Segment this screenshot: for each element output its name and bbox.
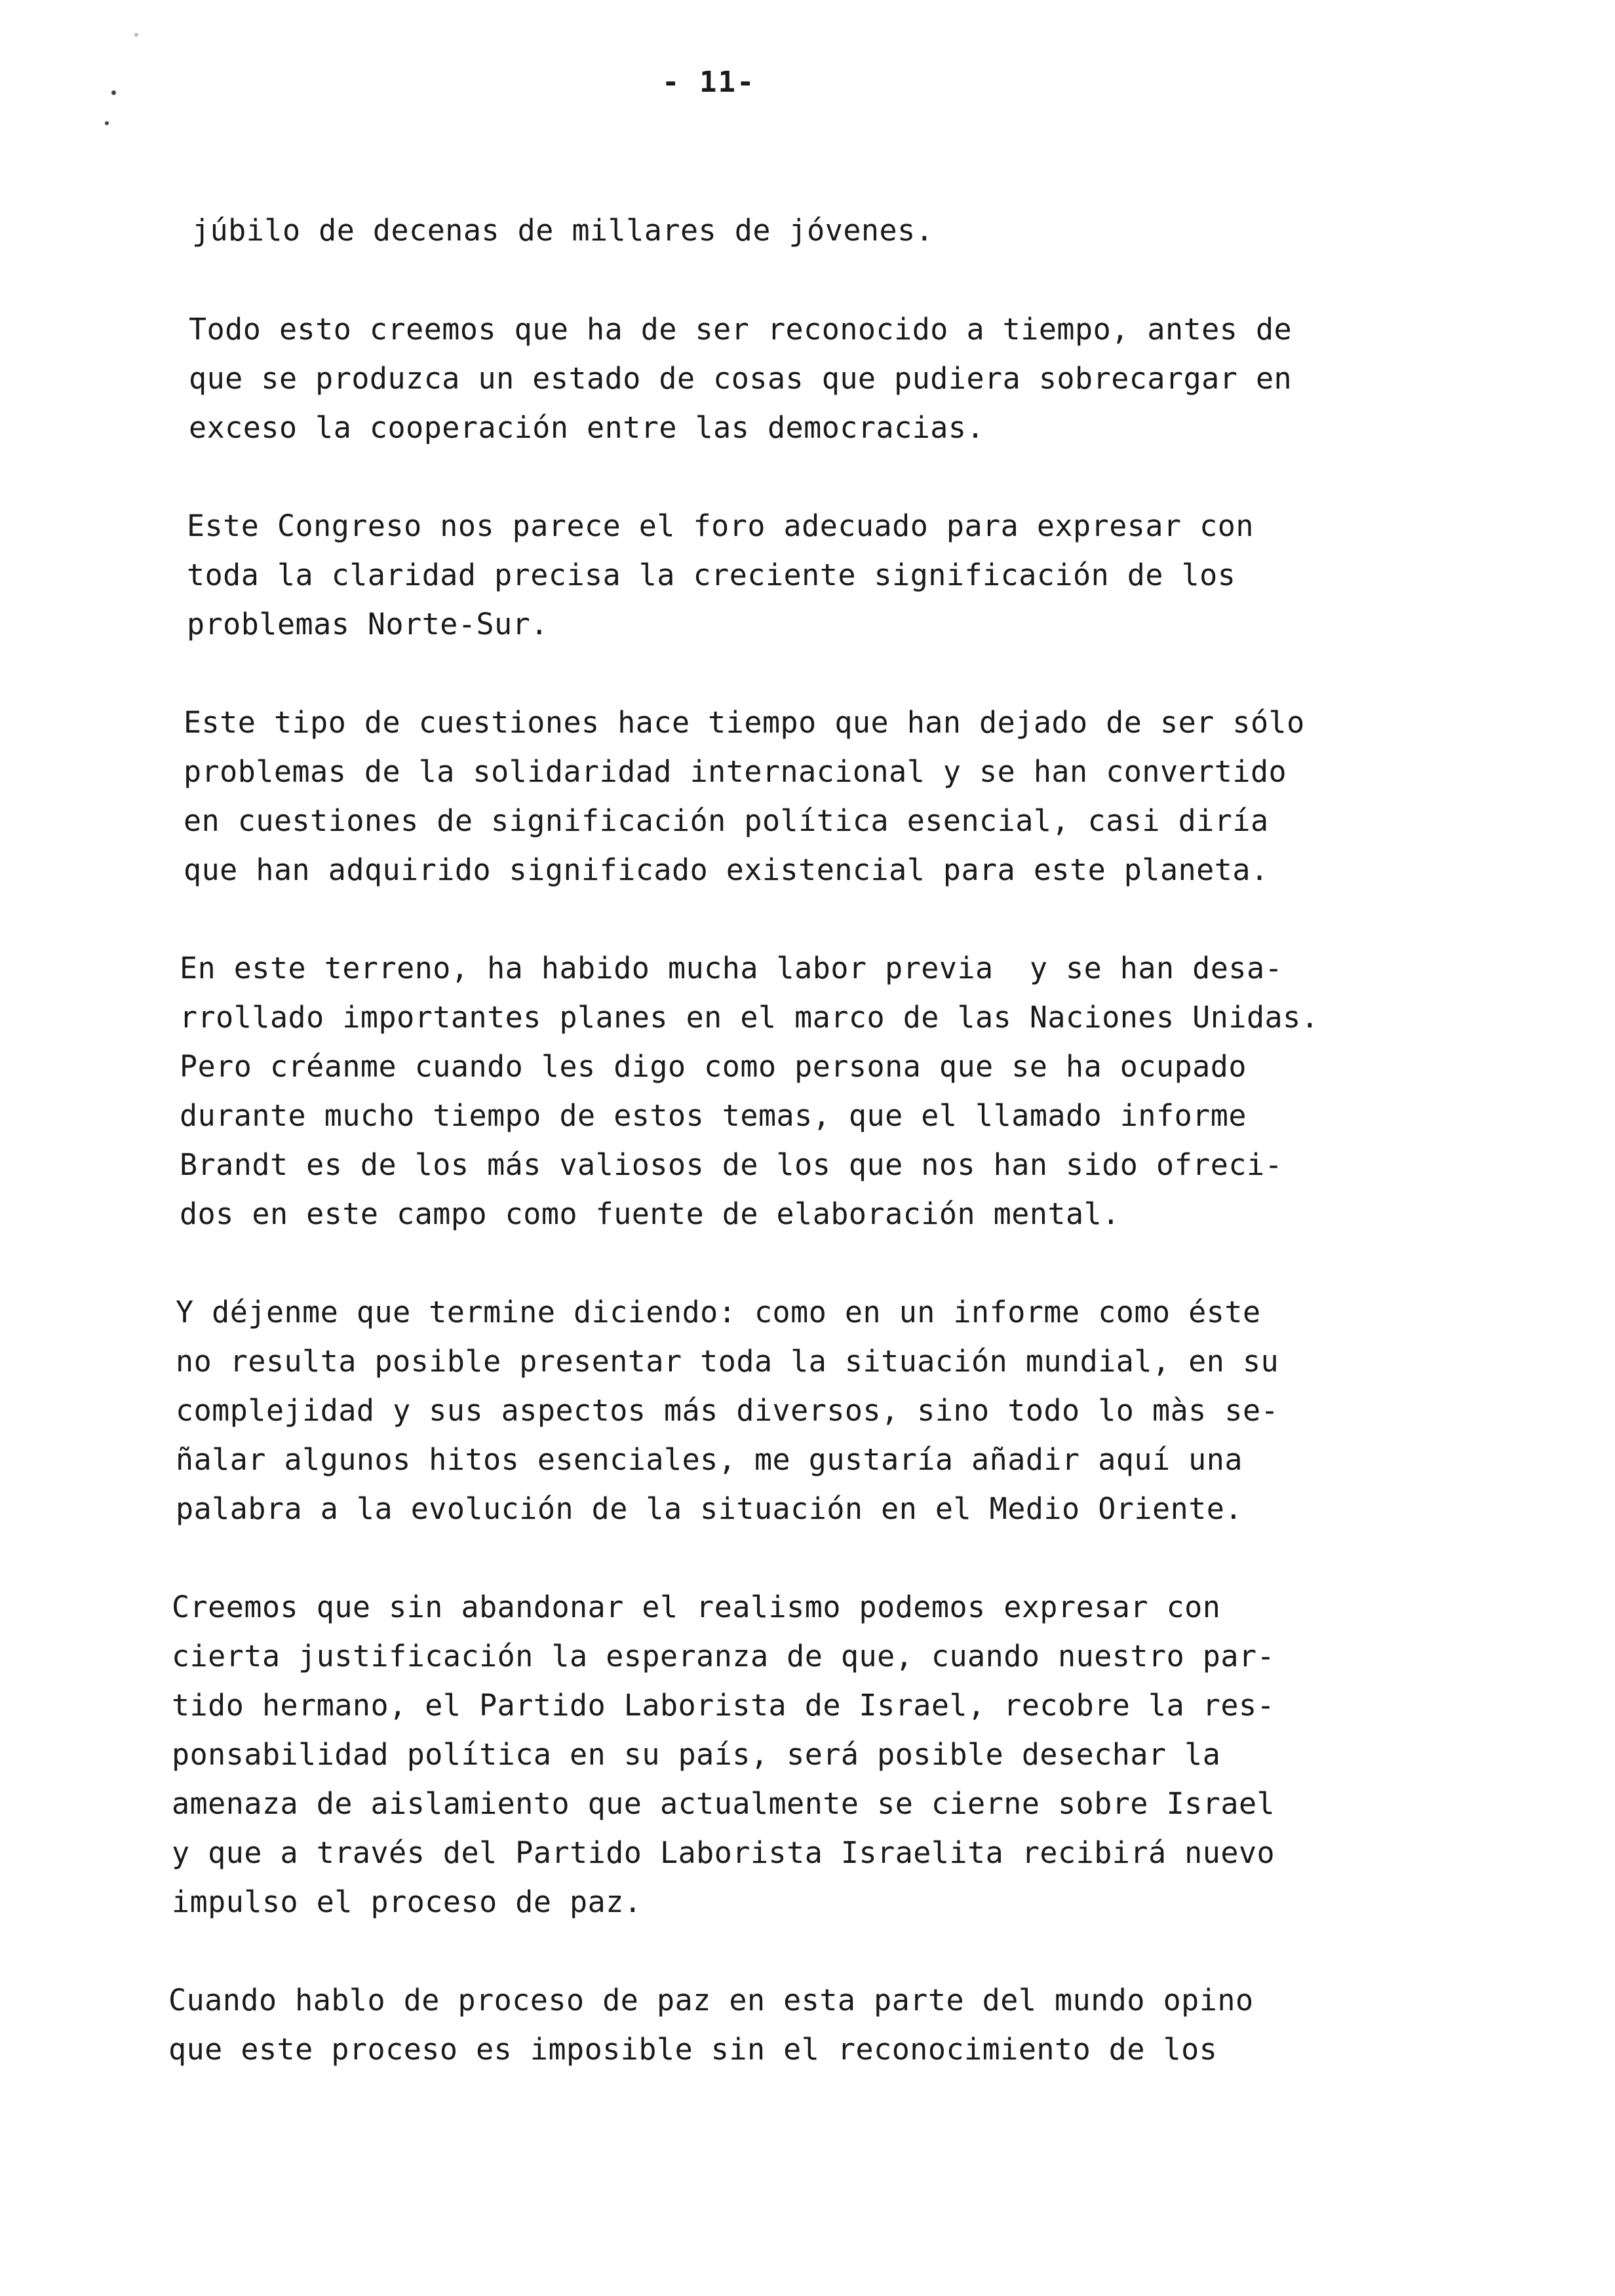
text-line: toda la claridad precisa la creciente significación de los	[187, 558, 1236, 592]
text-line: que han adquirido significado existencial para este planeta.	[184, 852, 1269, 887]
text-line: cierta justificación la esperanza de que, cuando nuestro par-	[172, 1639, 1275, 1674]
page-number: - 11-	[662, 66, 756, 99]
paragraph	[192, 206, 933, 255]
text-line: En este terreno, ha habido mucha labor previa y se han desa-	[180, 951, 1283, 985]
text-line: Todo esto creemos que ha de ser reconocido a tiempo, antes de	[189, 312, 1293, 347]
text-line: problemas de la solidaridad internacional y se han convertido	[184, 754, 1287, 789]
paragraph	[176, 1288, 1279, 1533]
text-line: y que a través del Partido Laborista Israelita recibirá nuevo	[172, 1835, 1275, 1870]
text-line: que se produzca un estado de cosas que pudiera sobrecargar en	[189, 361, 1293, 396]
paragraph	[184, 698, 1305, 894]
text-line: Pero créanme cuando les digo como persona que se ha ocupado	[180, 1049, 1247, 1084]
text-line: ponsabilidad política en su país, será posible desechar la	[172, 1737, 1221, 1772]
text-line: impulso el proceso de paz.	[172, 1885, 642, 1919]
text-line: que este proceso es imposible sin el reconocimiento de los	[168, 2032, 1218, 2067]
text-line: no resulta posible presentar toda la situación mundial, en su	[176, 1344, 1279, 1379]
paragraph	[168, 1976, 1254, 2074]
text-line: rrollado importantes planes en el marco de las Naciones Unidas.	[180, 1000, 1319, 1035]
scan-speck	[105, 121, 109, 125]
text-line: dos en este campo como fuente de elaboración mental.	[180, 1196, 1120, 1231]
text-line: complejidad y sus aspectos más diversos, sino todo lo màs se-	[176, 1393, 1279, 1428]
text-line: exceso la cooperación entre las democracias.	[189, 410, 985, 445]
text-line: problemas Norte-Sur.	[187, 607, 549, 641]
text-line: amenaza de aislamiento que actualmente se cierne sobre Israel	[172, 1786, 1275, 1821]
text-line: palabra a la evolución de la situación en el Medio Oriente.	[176, 1491, 1243, 1526]
text-line: Este Congreso nos parece el foro adecuado para expresar con	[187, 508, 1254, 543]
scan-speck	[134, 33, 138, 37]
text-line: ñalar algunos hitos esenciales, me gustaría añadir aquí una	[176, 1442, 1243, 1477]
text-line: en cuestiones de significación política esencial, casi diría	[184, 803, 1269, 838]
text-line: Y déjenme que termine diciendo: como en un informe como éste	[176, 1295, 1261, 1330]
scan-speck	[111, 90, 116, 95]
text-line: Creemos que sin abandonar el realismo podemos expresar con	[172, 1590, 1221, 1624]
paragraph	[187, 501, 1254, 649]
paragraph	[180, 944, 1319, 1238]
paragraph	[189, 305, 1292, 452]
text-line: Cuando hablo de proceso de paz en esta parte del mundo opino	[168, 1983, 1254, 2018]
text-line: Este tipo de cuestiones hace tiempo que han dejado de ser sólo	[184, 705, 1305, 740]
text-line: júbilo de decenas de millares de jóvenes.	[192, 213, 934, 248]
text-line: Brandt es de los más valiosos de los que nos han sido ofreci-	[180, 1147, 1283, 1182]
paragraph	[172, 1582, 1275, 1926]
text-line: durante mucho tiempo de estos temas, que el llamado informe	[180, 1098, 1247, 1133]
text-line: tido hermano, el Partido Laborista de Israel, recobre la res-	[172, 1688, 1275, 1723]
